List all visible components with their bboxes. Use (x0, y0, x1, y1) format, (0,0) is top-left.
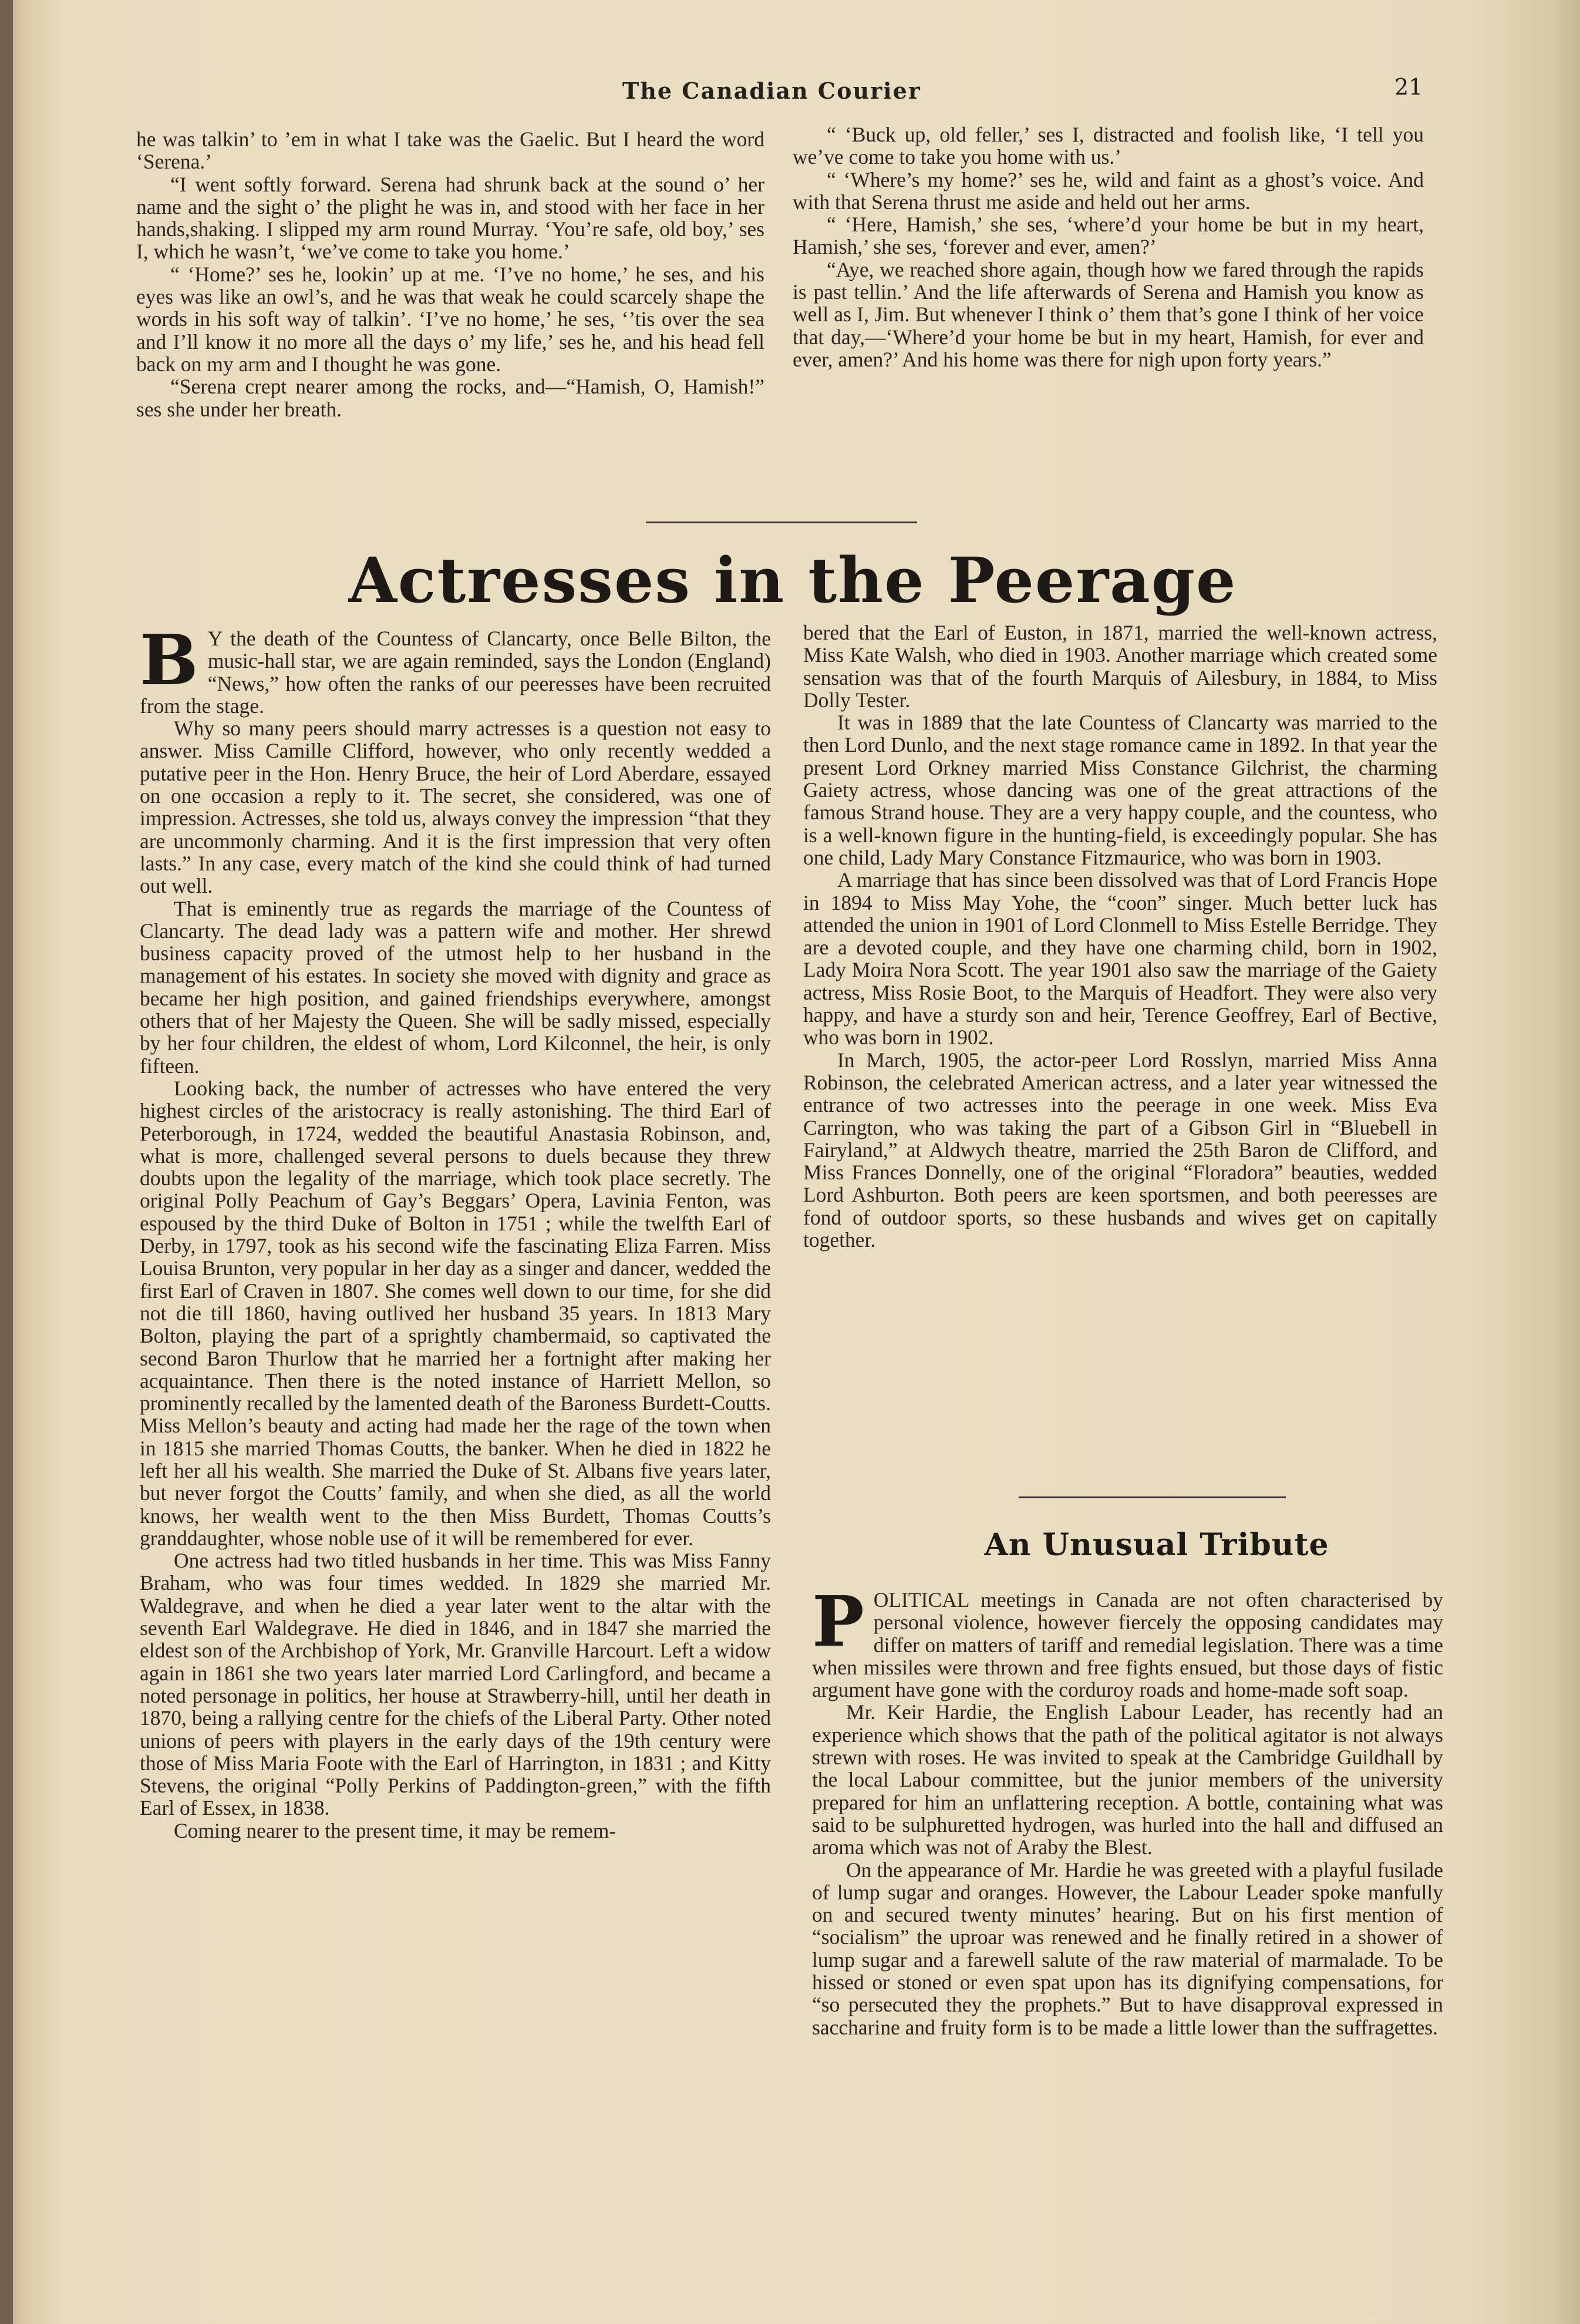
tribute-paragraph-text: OLITICAL meetings in Canada are not often characterised by personal violence, however fiercely the opposing candidates may differ on matters of tariff and remedial legislation. There was a time when missiles were thrown and free fights ensued, but those days of fistic argument have gone with the corduroy roads and home-made soft soap. (812, 1588, 1443, 1702)
tribute-title: An Unusual Tribute (984, 1527, 1329, 1563)
article-paragraph: In March, 1905, the actor-peer Lord Rosslyn, married Miss Anna Robinson, the celebrated American actress, and a later year witnessed the entrance of two actresses into the peerage in one week. Miss Eva Carrington, who was taking the part of a Gibson Girl in “Bluebell in Fairyland,” at Aldwych theatre, married the 25th Baron de Clifford, and Miss Frances Donnelly, one of the original “Floradora” beauties, wedded Lord Ashburton. Both peers are keen sportsmen, and both peeresses are fond of outdoor sports, so these husbands and wives get on capitally together. (803, 1048, 1437, 1252)
story-paragraph: “ ‘Home?’ ses he, lookin’ up at me. ‘I’ve no home,’ he ses, and his eyes was like an owl’s, and he was that weak he could scarcely shape the words in his soft way of talkin’. ‘I’ve no home,’ he ses, ‘’tis over the sea and I’ll know it no more all the days o’ my life,’ ses he, and his head fell back on my arm and I thought he was gone. (136, 262, 764, 376)
section-divider (646, 522, 917, 523)
story-paragraph: he was talkin’ to ’em in what I take was the Gaelic. But I heard the word ‘Serena.’ (136, 127, 764, 174)
article-paragraph-text: Y the death of the Countess of Clancarty, once Belle Bilton, the music-hall star, we are again reminded, says the London (England) “News,” how often the ranks of our peeresses have been recruited from the stage. (140, 627, 771, 718)
article-paragraph: It was in 1889 that the late Countess of Clancarty was married to the then Lord Dunlo, and the next stage romance came in 1892. In that year the present Lord Orkney married Miss Constance Gilchrist, the charming Gaiety actress, whose dancing was one of the great attractions of the famous Strand house. They are a very happy couple, and the countess, who is a well-known figure in the hunting-field, is exceedingly popular. She has one child, Lady Mary Constance Fitzmaurice, who was born in 1903. (803, 711, 1437, 869)
article-paragraph: bered that the Earl of Euston, in 1871, married the well-known actress, Miss Kate Walsh, who died in 1903. Another marriage which created some sensation was that of the fourth Marquis of Ailesbury, in 1884, to Miss Dolly Tester. (803, 621, 1437, 712)
article-title: Actresses in the Peerage (348, 543, 1237, 617)
drop-cap: B (140, 619, 198, 701)
tribute-column (812, 1580, 1443, 2039)
tribute-paragraph: Mr. Keir Hardie, the English Labour Leader, has recently had an experience which shows that the path of the political agitator is not always strewn with roses. He was invited to speak at the Cambridge Guildhall by the local Labour committee, but the junior members of the university prepared for him an unflattering reception. A bottle, containing what was said to be sulphuretted hydrogen, was hurled into the hall and diffused an aroma which was not of Araby the Blest. (812, 1700, 1443, 1859)
publication-header: The Canadian Courier (622, 78, 921, 104)
story-paragraph: “I went softly forward. Serena had shrunk back at the sound o’ her name and the sight o’ the plight he was in, and stood with her face in her hands,shaking. I slipped my arm round Murray. ‘You’re safe, old boy,’ ses I, which he wasn’t, ‘we’ve come to take you home.’ (136, 172, 764, 264)
story-paragraph: “ ‘Where’s my home?’ ses he, wild and faint as a ghost’s voice. And with that Serena thrust me aside and held out her arms. (793, 167, 1424, 214)
tribute-paragraph (812, 1580, 1443, 1702)
article-paragraph: That is eminently true as regards the marriage of the Countess of Clancarty. The dead lady was a pattern wife and mother. Her shrewd business capacity proved of the utmost help to her husband in the management of his estates. In society she moved with dignity and grace as became her high position, and gained friendships everywhere, amongst others that of her Majesty the Queen. She will be sadly missed, especially by her four children, the eldest of whom, Lord Kilconnel, the heir, is only fifteen. (140, 896, 771, 1078)
story-paragraph: “ ‘Here, Hamish,’ she ses, ‘where’d your home be but in my heart, Hamish,’ she ses, ‘forever and ever, amen?’ (793, 213, 1424, 259)
story-paragraph: “Serena crept nearer among the rocks, and—“Hamish, O, Hamish!” ses she under her breath. (136, 375, 764, 421)
article-paragraph (140, 619, 771, 718)
article-paragraph: One actress had two titled husbands in her time. This was Miss Fanny Braham, who was four times wedded. In 1829 she married Mr. Waldegrave, and when he died a year later went to the altar with the seventh Earl Waldegrave. He died in 1846, and in 1847 she married the eldest son of the Archbishop of York, Mr. Granville Harcourt. Left a widow again in 1861 she two years later married Lord Carlingford, and became a noted personage in politics, her house at Strawberry-hill, until her death in 1870, being a rallying centre for the chiefs of the Liberal Party. Other noted unions of peers with players in the early days of the 19th century were those of Miss Maria Foote with the Earl of Harrington, in 1831 ; and Kitty Stevens, the original “Polly Perkins of Paddington-green,” with the fifth Earl of Essex, in 1838. (140, 1549, 771, 1820)
tribute-paragraph: On the appearance of Mr. Hardie he was greeted with a playful fusilade of lump sugar and oranges. However, the Labour Leader spoke manfully on and secured twenty minutes’ hearing. But on his first mention of “socialism” the uproar was renewed and he finally retired in a shower of lump sugar and a farewell salute of the raw material of marmalade. To be hissed or stoned or even spat upon has its dignifying compensations, for “so persecuted they the prophets.” But to have disapproval expressed in saccharine and fruity form is to be made a little lower than the suffragettes. (812, 1858, 1443, 2039)
article-paragraph: Coming nearer to the present time, it may be remem- (174, 1818, 616, 1842)
article-paragraph: A marriage that has since been dissolved was that of Lord Francis Hope in 1894 to Miss May Yohe, the “coon” singer. Much better luck has attended the union in 1901 of Lord Clonmell to Miss Estelle Berridge. They are a devoted couple, and they have one charming child, born in 1902, Lady Moira Nora Scott. The year 1901 also saw the marriage of the Gaiety actress, Miss Rosie Boot, to the Marquis of Headfort. They were also very happy, and have a sturdy son and heir, Terence Geoffrey, Earl of Bective, who was born in 1902. (803, 868, 1437, 1050)
story-end-left-column (136, 128, 764, 421)
drop-cap: P (812, 1580, 864, 1662)
article-paragraph: Why so many peers should marry actresses is a question not easy to answer. Miss Camille Clifford, however, who only recently wedded a putative peer in the Hon. Henry Bruce, the heir of Lord Aberdare, essayed on one occasion a reply to it. The secret, she considered, was one of impression. Actresses, she told us, always convey the impression “that they are uncommonly charming. And it is the first impression that very often lasts.” In any case, every match of the kind she could think of had turned out well. (140, 717, 771, 898)
story-paragraph: “Aye, we reached shore again, though how we fared through the rapids is past tellin.’ And the life afterwards of Serena and Hamish you know as well as I, Jim. But whenever I think o’ them that’s gone I think of her voice that day,—‘Where’d your home be but in my heart, Hamish, for ever and ever, amen?’ And his home was there for nigh upon forty years.” (793, 257, 1424, 371)
section-divider (1019, 1496, 1286, 1498)
story-paragraph: “ ‘Buck up, old feller,’ ses I, distracted and foolish like, ‘I tell you we’ve come to take you home with us.’ (793, 123, 1424, 169)
article-left-column (140, 619, 771, 1842)
page-number: 21 (1394, 74, 1423, 100)
article-paragraph: Looking back, the number of actresses who have entered the very highest circles of the aristocracy is really astonishing. The third Earl of Peterborough, in 1724, wedded the beautiful Anastasia Robinson, and, what is more, challenged several persons to duels because they threw doubts upon the legality of the marriage, which took place secretly. The original Polly Peachum of Gay’s Beggars’ Opera, Lavinia Fenton, was espoused by the third Duke of Bolton in 1751 ; while the twelfth Earl of Derby, in 1797, took as his second wife the fascinating Eliza Farren. Miss Louisa Brunton, very popular in her day as a singer and dancer, wedded the first Earl of Craven in 1807. She comes well down to our time, for she did not die till 1860, having outlived her husband 35 years. In 1813 Mary Bolton, playing the part of a sprightly chambermaid, so captivated the second Baron Thurlow that he married her a fortnight after making her acquaintance. Then there is the noted instance of Harriett Mellon, so prominently recalled by the lamented death of the Baroness Burdett-Coutts. Miss Mellon’s beauty and acting had made her the rage of the town when in 1815 she married Thomas Coutts, the banker. When he died in 1822 he left her all his wealth. She married the Duke of St. Albans five years later, but never forgot the Coutts’ family, and when she died, as all the world knows, her wealth went to the then Miss Burdett, Thomas Coutts’s granddaughter, whose noble use of it will be remembered for ever. (140, 1076, 771, 1550)
page-binding-shadow (0, 0, 13, 2324)
article-right-column (803, 621, 1437, 1251)
story-end-right-column (793, 123, 1424, 371)
